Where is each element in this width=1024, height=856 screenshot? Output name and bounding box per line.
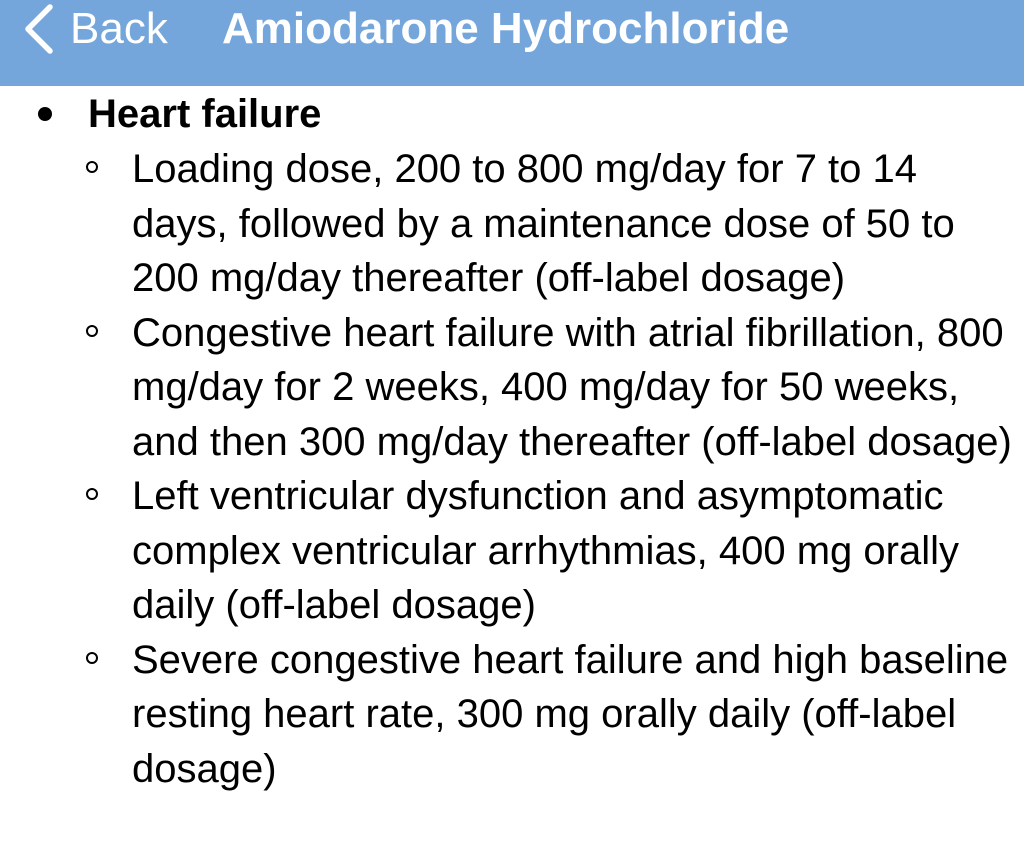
list-item [0,633,1024,797]
list-item-text: Left ventricular dysfunction and asymptomatic complex ventricular arrhythmias, 400 mg orally daily (off-label dosage) [132,474,959,627]
list-item-text: Congestive heart failure with atrial fibrillation, 800 mg/day for 2 weeks, 400 mg/day for 50 weeks, and then 300 mg/day thereafter (off-label dosage) [132,310,1012,464]
chevron-left-icon [22,3,56,55]
page-title: Amiodarone Hydrochloride [222,4,790,53]
list-item [0,469,1024,633]
bullet-icon [38,107,52,121]
circle-bullet-icon [86,325,98,337]
list-item-text: Loading dose, 200 to 800 mg/day for 7 to 14 days, followed by a maintenance dose of 50 to 200 mg/day thereafter (off-label dosage) [132,147,955,300]
back-button[interactable] [22,0,168,58]
list-item-text: Severe congestive heart failure and high baseline resting heart rate, 300 mg orally daily (off-label dosage) [132,637,1009,791]
circle-bullet-icon [86,488,98,500]
navigation-bar [0,0,1024,86]
list-item [0,306,1024,470]
content-area [0,86,1024,856]
list-item [0,142,1024,306]
section-heading: Heart failure [88,92,322,136]
dosage-list [0,142,1024,796]
back-label: Back [70,4,168,53]
circle-bullet-icon [86,652,98,664]
circle-bullet-icon [86,161,98,173]
